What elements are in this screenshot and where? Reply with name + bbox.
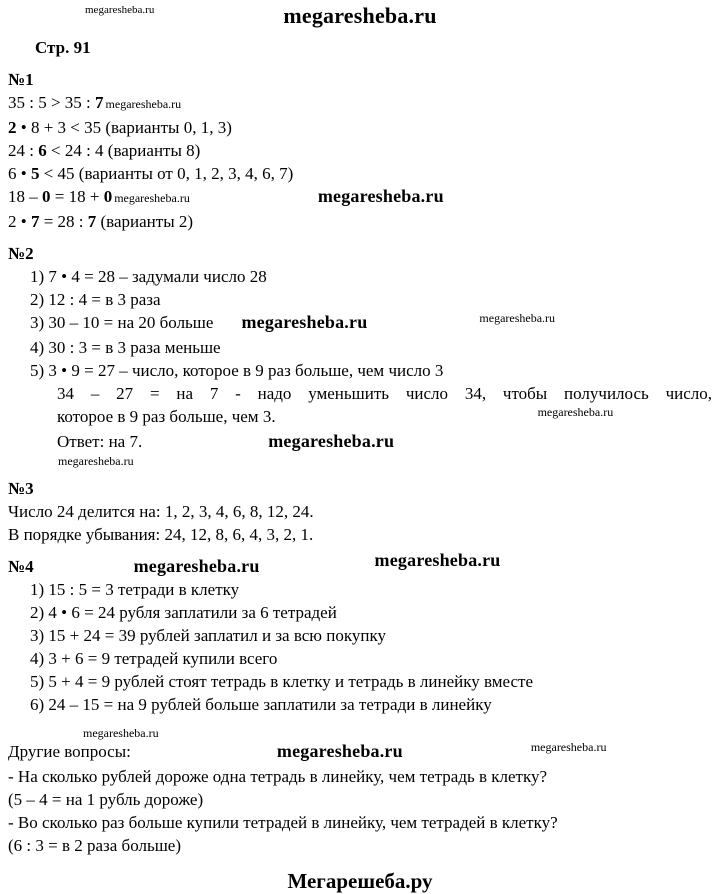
answer-bold: 7 <box>87 212 97 231</box>
text-line <box>8 834 712 857</box>
text-line <box>8 68 712 91</box>
text-segment: • 8 + 3 < 35 (варианты 0, 1, 3) <box>16 118 232 137</box>
watermark: megaresheba.ru <box>241 312 368 332</box>
text-line <box>8 405 712 430</box>
text-line <box>8 242 712 265</box>
answer-bold: 0 <box>103 187 113 206</box>
watermark: megaresheba.ru <box>83 726 159 740</box>
text-segment: 2 • <box>8 212 31 231</box>
text-line <box>8 811 712 834</box>
text-segment: - На сколько рублей дороже одна тетрадь в линейку, чем тетрадь в клетку? <box>8 767 548 786</box>
text-segment: (6 : 3 = в 2 раза больше) <box>8 836 182 855</box>
answer-bold: 2 <box>8 118 17 137</box>
text-line <box>8 359 712 382</box>
text-line <box>8 162 712 185</box>
text-segment: - Во сколько раз больше купили тетрадей в линейку, чем тетрадей в клетку? <box>8 813 558 832</box>
text-line <box>8 788 712 811</box>
text-line <box>8 210 712 233</box>
section-5 <box>8 725 712 857</box>
text-line <box>8 740 712 765</box>
text-line <box>8 693 712 716</box>
answer-bold: 6 <box>38 141 47 160</box>
watermark: megaresheba.ru <box>530 740 607 754</box>
text-segment: 34 – 27 = на 7 - надо уменьшить число 34, чтобы получилось число, <box>57 384 712 403</box>
text-segment: 5) 5 + 4 = 9 рублей стоят тетрадь в клетку и тетрадь в линейку вместе <box>30 672 533 691</box>
watermark: megaresheba.ru <box>105 97 182 111</box>
text-line <box>8 288 712 311</box>
watermark: megaresheba.ru <box>276 741 403 761</box>
text-segment: 4) 3 + 6 = 9 тетрадей купили всего <box>30 649 278 668</box>
watermark: megaresheba.ru <box>133 556 260 576</box>
site-footer-watermark: Мегарешеба.ру <box>287 869 433 893</box>
text-segment: 18 – <box>8 187 42 206</box>
text-segment: 5) 3 • 9 = 27 – число, которое в 9 раз больше, чем число 3 <box>30 361 444 380</box>
section-1 <box>8 68 712 233</box>
text-segment: = 18 + <box>50 187 104 206</box>
watermark: megaresheba.ru <box>537 405 614 419</box>
section-heading: №2 <box>8 244 34 263</box>
text-line <box>8 647 712 670</box>
text-segment: которое в 9 раз больше, чем 3. <box>57 407 276 426</box>
section-2 <box>8 242 712 468</box>
text-line <box>8 523 712 546</box>
site-header-watermark: megaresheba.ru <box>283 3 437 28</box>
text-line <box>8 765 712 788</box>
section-heading: №4 <box>8 557 34 576</box>
text-line <box>8 453 712 468</box>
text-line <box>8 578 712 601</box>
watermark: megaresheba.ru <box>114 191 190 205</box>
text-segment: Ответ: на 7. <box>57 432 143 451</box>
text-line <box>8 139 712 162</box>
answer-bold: 0 <box>42 187 51 206</box>
text-line <box>8 601 712 624</box>
text-segment: 1) 7 • 4 = 28 – задумали число 28 <box>30 267 267 286</box>
watermark-top-left: megaresheba.ru <box>85 4 155 16</box>
watermark: megaresheba.ru <box>58 454 134 468</box>
text-segment: (варианты 2) <box>96 212 194 231</box>
text-line <box>8 670 712 693</box>
text-line <box>8 500 712 523</box>
text-segment: Другие вопросы: <box>8 742 131 761</box>
text-segment: = 28 : <box>39 212 88 231</box>
text-segment: 6) 24 – 15 = на 9 рублей больше заплатили за тетради в линейку <box>30 695 492 714</box>
text-line <box>8 550 712 578</box>
section-heading: №1 <box>8 70 34 89</box>
text-segment: < 45 (варианты от 0, 1, 2, 3, 4, 6, 7) <box>39 164 294 183</box>
text-segment: 24 : <box>8 141 39 160</box>
text-line <box>8 91 712 116</box>
section-heading: №3 <box>8 479 34 498</box>
text-line <box>8 265 712 288</box>
answer-bold: 5 <box>30 164 40 183</box>
text-segment: 3) 15 + 24 = 39 рублей заплатил и за всю покупку <box>30 626 386 645</box>
text-segment: 3) 30 – 10 = на 20 больше <box>30 313 214 332</box>
text-segment: В порядке убывания: 24, 12, 8, 6, 4, 3, 2, 1. <box>8 525 314 544</box>
text-segment: 4) 30 : 3 = в 3 раза меньше <box>30 338 221 357</box>
text-line <box>8 185 712 210</box>
section-3 <box>8 477 712 546</box>
text-line <box>8 477 712 500</box>
text-line <box>8 624 712 647</box>
text-segment: (5 – 4 = на 1 рубль дороже) <box>8 790 204 809</box>
text-line <box>8 336 712 359</box>
section-4 <box>8 550 712 716</box>
text-line <box>8 430 712 453</box>
watermark: megaresheba.ru <box>374 550 501 570</box>
text-line <box>8 116 712 139</box>
text-segment: 1) 15 : 5 = 3 тетради в клетку <box>30 580 240 599</box>
text-segment: 35 : 5 > 35 : <box>8 93 96 112</box>
document-content <box>0 29 720 857</box>
watermark: megaresheba.ru <box>317 186 444 206</box>
answer-bold: 7 <box>30 212 40 231</box>
sections-container <box>8 68 712 857</box>
text-segment: 2) 4 • 6 = 24 рубля заплатили за 6 тетрадей <box>30 603 337 622</box>
text-segment: Число 24 делится на: 1, 2, 3, 4, 6, 8, 12, 24. <box>8 502 314 521</box>
page-label: Стр. 91 <box>35 38 91 57</box>
text-segment: < 24 : 4 (варианты 8) <box>46 141 201 160</box>
text-line <box>8 311 712 336</box>
watermark: megaresheba.ru <box>479 311 556 325</box>
watermark: megaresheba.ru <box>268 431 395 451</box>
text-segment: 6 • <box>8 164 31 183</box>
answer-bold: 7 <box>95 93 104 112</box>
text-segment: 2) 12 : 4 = в 3 раза <box>30 290 161 309</box>
